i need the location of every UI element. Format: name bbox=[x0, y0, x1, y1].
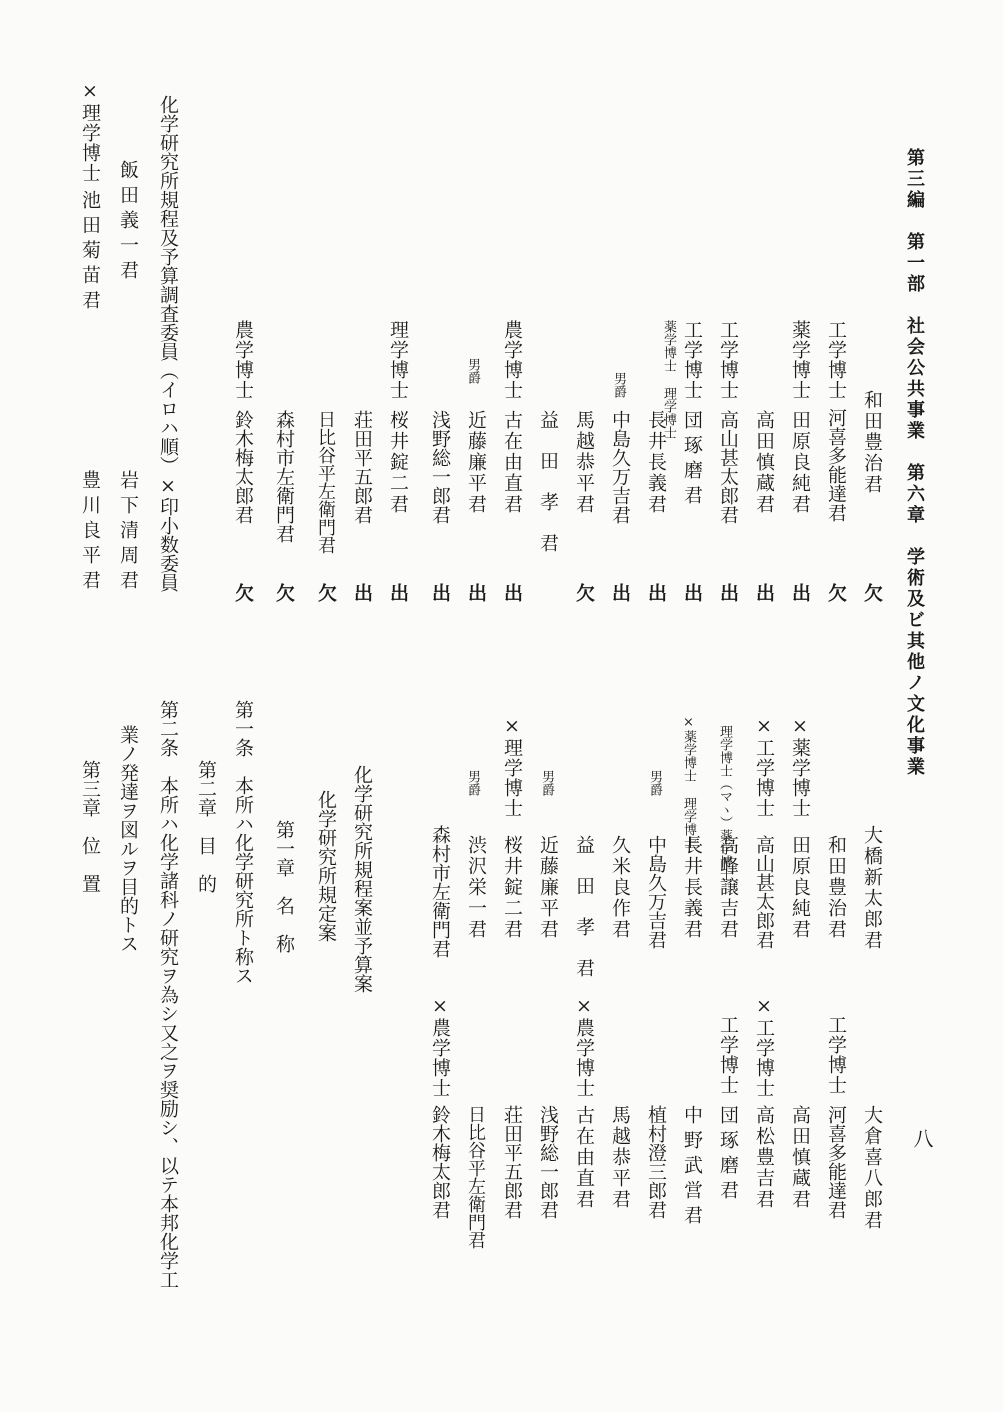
page-number: 八 bbox=[910, 1128, 934, 1148]
committee-member: 豊川良平君 bbox=[79, 470, 101, 595]
member-title: ×工学博士 bbox=[753, 715, 775, 818]
member-name: 森村市左衛門君 bbox=[273, 410, 295, 543]
attendance-mark: 出 bbox=[789, 583, 811, 602]
member-title: ×理学博士 bbox=[501, 715, 523, 818]
member-name: 植村澄三郎君 bbox=[645, 1105, 667, 1219]
member-name: 久米良作君 bbox=[609, 835, 631, 940]
member-name: 高田慎蔵君 bbox=[789, 1105, 811, 1210]
member-name: 鈴木梅太郎君 bbox=[429, 1105, 451, 1219]
article-text: 業ノ発達ヲ図ルヲ目的トス bbox=[117, 725, 139, 953]
member-name: 日比谷平左衛門君 bbox=[465, 1105, 486, 1249]
member-title: ×農学博士 bbox=[573, 995, 595, 1098]
member-title: 工学博士 bbox=[681, 320, 703, 400]
member-name: 高田慎蔵君 bbox=[753, 410, 775, 515]
attendance-mark: 欠 bbox=[861, 583, 883, 602]
member-name: 荘田平五郎君 bbox=[501, 1105, 523, 1219]
member-rank: 男爵 bbox=[611, 372, 626, 398]
member-name: 日比谷平左衛門君 bbox=[315, 410, 336, 554]
attendance-mark: 出 bbox=[429, 583, 451, 602]
member-name: 森村市左衛門君 bbox=[429, 825, 451, 958]
member-name: 大倉喜八郎君 bbox=[861, 1105, 883, 1231]
member-name: 近藤廉平君 bbox=[537, 835, 559, 940]
member-name: 高松豊吉君 bbox=[753, 1105, 775, 1210]
attendance-mark: 欠 bbox=[573, 583, 595, 602]
member-name: 桜井錠二君 bbox=[501, 835, 523, 940]
attendance-mark: 欠 bbox=[315, 583, 337, 602]
member-rank: 男爵 bbox=[647, 770, 662, 796]
member-name: 荘田平五郎君 bbox=[351, 410, 373, 524]
member-title: 理学博士 bbox=[387, 320, 409, 400]
chapter-heading: 第二章 目 的 bbox=[195, 760, 217, 893]
member-title: 工学博士 bbox=[717, 1015, 739, 1095]
member-name: 団琢磨君 bbox=[681, 410, 703, 510]
member-rank: 男爵 bbox=[465, 770, 480, 796]
member-name: 渋沢栄一君 bbox=[465, 835, 487, 940]
member-title: 農学博士 bbox=[501, 320, 523, 400]
attendance-mark: 出 bbox=[753, 583, 775, 602]
member-title-stacked: ×薬学博士 理学博士 bbox=[681, 715, 696, 849]
member-name: 桜井錠二君 bbox=[387, 410, 409, 515]
member-rank: 男爵 bbox=[539, 770, 554, 796]
member-name: 高山甚太郎君 bbox=[753, 835, 775, 949]
member-title: 農学博士 bbox=[232, 320, 254, 400]
member-name: 長井長義君 bbox=[681, 835, 703, 940]
member-name: 古在由直君 bbox=[573, 1105, 595, 1210]
member-name: 高峰譲吉君 bbox=[717, 835, 739, 940]
member-name: 鈴木梅太郎君 bbox=[232, 410, 254, 524]
attendance-mark: 出 bbox=[717, 583, 739, 602]
member-name: 高山甚太郎君 bbox=[717, 410, 739, 524]
chapter-heading: 第一章 名 称 bbox=[273, 820, 295, 953]
attendance-mark: 出 bbox=[681, 583, 703, 602]
attendance-mark: 欠 bbox=[273, 583, 295, 602]
attendance-mark: 出 bbox=[465, 583, 487, 602]
member-name: 団琢磨君 bbox=[717, 1105, 739, 1205]
member-name: 和田豊治君 bbox=[825, 835, 847, 940]
member-name: 中野武営君 bbox=[681, 1105, 703, 1230]
member-name: 馬越恭平君 bbox=[573, 410, 595, 515]
committee-member: 飯田義一君 bbox=[117, 160, 139, 285]
member-title: 工学博士 bbox=[825, 320, 847, 400]
committee-member: 岩下清周君 bbox=[117, 470, 139, 595]
member-name: 古在由直君 bbox=[501, 410, 523, 515]
attendance-mark: 出 bbox=[501, 583, 523, 602]
running-head: 第三編 第一部 社会公共事業 第六章 学術及ビ其他ノ文化事業 bbox=[904, 148, 925, 778]
member-name: 長井長義君 bbox=[645, 410, 667, 515]
member-title: ×理学博士 bbox=[79, 80, 101, 183]
attendance-mark: 欠 bbox=[825, 583, 847, 602]
chapter-heading: 第三章 位 置 bbox=[79, 760, 101, 893]
member-name: 田原良純君 bbox=[789, 410, 811, 515]
member-name: 中島久万吉君 bbox=[645, 835, 667, 949]
member-title-stacked: 理学博士（マヽ）薬学博士 bbox=[717, 725, 732, 881]
member-name: 益田孝君 bbox=[537, 410, 559, 574]
member-name: 大橋新太郎君 bbox=[861, 825, 883, 951]
member-title: ×薬学博士 bbox=[789, 715, 811, 818]
attendance-mark: 欠 bbox=[232, 583, 254, 602]
member-name: 河喜多能達君 bbox=[825, 408, 847, 522]
attendance-mark: 出 bbox=[387, 583, 409, 602]
attendance-mark: 出 bbox=[351, 583, 373, 602]
member-name: 近藤廉平君 bbox=[465, 410, 487, 515]
attendance-mark: 出 bbox=[609, 583, 631, 602]
member-title: 薬学博士 bbox=[789, 320, 811, 400]
member-title: 工学博士 bbox=[825, 1015, 847, 1095]
regulation-title: 化学研究所規程案並予算案 bbox=[351, 765, 373, 993]
member-title: 工学博士 bbox=[717, 320, 739, 400]
member-rank: 男爵 bbox=[465, 358, 480, 384]
member-title-stacked: 薬学博士 理学博士 bbox=[661, 320, 676, 439]
member-name: 浅野総一郎君 bbox=[429, 410, 451, 524]
article-text: 第二条 本所ハ化学諸科ノ研究ヲ為シ又之ヲ奨励シ、以テ本邦化学工 bbox=[157, 700, 179, 1289]
member-title: ×工学博士 bbox=[753, 995, 775, 1098]
member-name: 和田豊治君 bbox=[861, 390, 883, 495]
member-name: 浅野総一郎君 bbox=[537, 1105, 559, 1219]
regulation-subtitle: 化学研究所規定案 bbox=[315, 790, 337, 942]
member-name: 益田孝君 bbox=[573, 835, 595, 999]
member-name: 馬越恭平君 bbox=[609, 1105, 631, 1210]
member-name: 田原良純君 bbox=[789, 835, 811, 940]
committee-heading: 化学研究所規程及予算調査委員（イロハ順）×印小数委員 bbox=[157, 95, 179, 592]
member-name: 中島久万吉君 bbox=[609, 410, 631, 524]
committee-member: 池田菊苗君 bbox=[79, 190, 101, 315]
attendance-mark: 出 bbox=[645, 583, 667, 602]
member-title: ×農学博士 bbox=[429, 995, 451, 1098]
article-text: 第一条 本所ハ化学研究所ト称ス bbox=[232, 700, 254, 985]
member-name: 河喜多能達君 bbox=[825, 1105, 847, 1219]
